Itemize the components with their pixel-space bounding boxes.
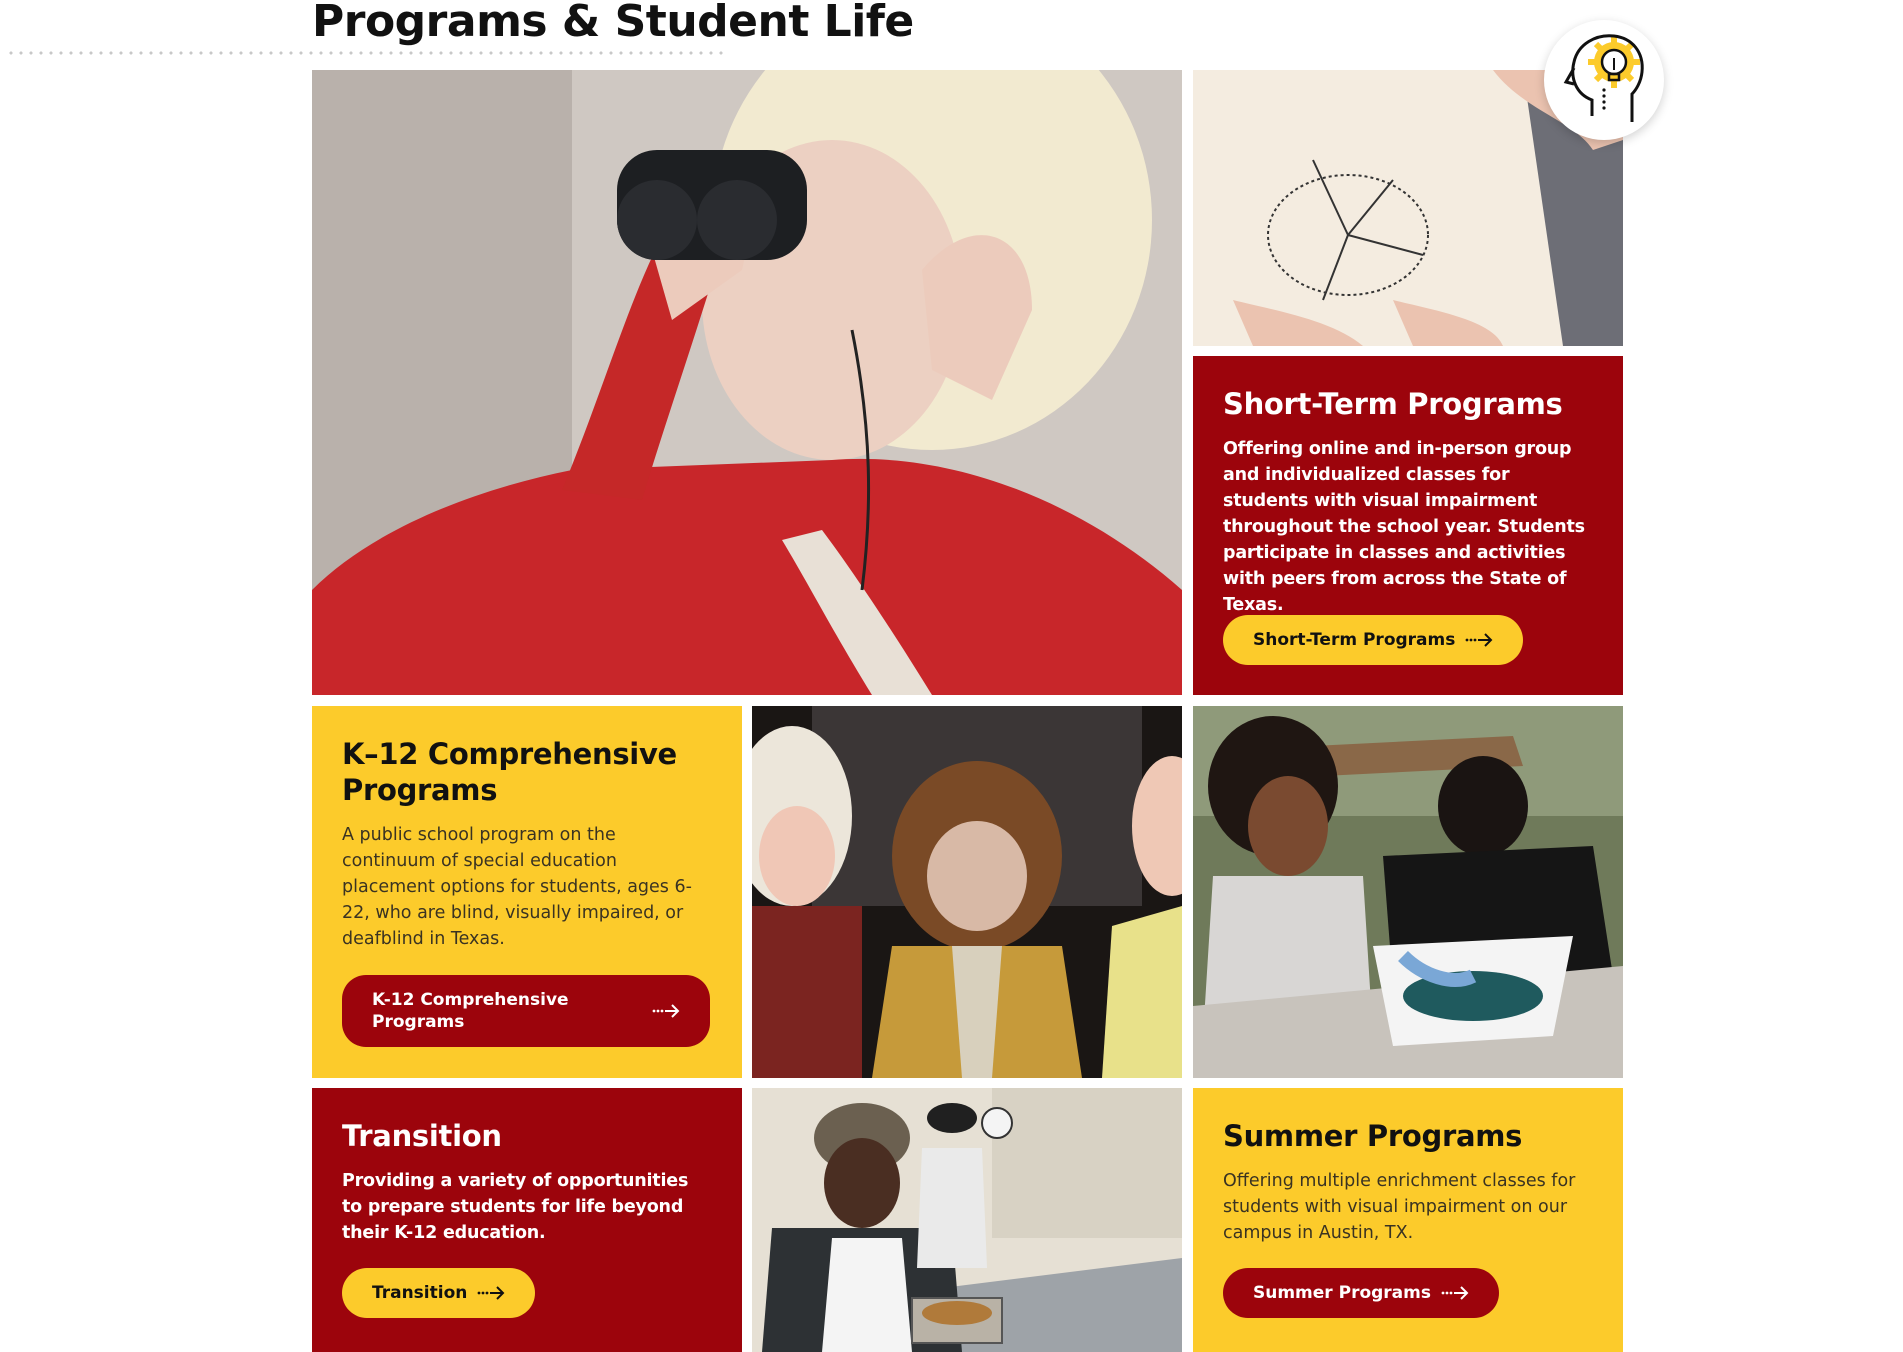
photo-theater-performance [752, 706, 1182, 1078]
dotted-arrow-right-icon [477, 1285, 505, 1301]
card-description: A public school program on the continuum of special education placement options for students, ages 6-22, who are blind, visually impaired, or deafblind in Texas. [342, 825, 692, 949]
card-description: Offering online and in-person group and individualized classes for students with visual impairment throughout the school year. Students participate in classes and activities with peers from across the State of Texas. [1223, 439, 1585, 615]
card-title: Transition [342, 1119, 502, 1153]
head-lightbulb-gear-icon [1562, 30, 1646, 130]
short-term-programs-button[interactable] [1223, 615, 1523, 665]
button-label: K-12 Comprehensive Programs [372, 990, 569, 1032]
card-title: K–12 Comprehensive Programs [342, 737, 677, 807]
card-description: Providing a variety of opportunities to prepare students for life beyond their K-12 education. [342, 1171, 689, 1243]
card-transition [312, 1088, 742, 1352]
card-short-term-programs [1193, 356, 1623, 695]
card-title: Short-Term Programs [1223, 387, 1563, 421]
head-lightbulb-gear-badge [1544, 20, 1664, 140]
photo-tie-dye-activity [1193, 706, 1623, 1078]
photo-child-binoculars [312, 70, 1182, 695]
card-title: Summer Programs [1223, 1119, 1523, 1153]
button-label: Summer Programs [1253, 1283, 1431, 1303]
transition-button[interactable] [342, 1268, 535, 1318]
dotted-arrow-right-icon [652, 1003, 680, 1019]
k12-programs-button[interactable] [342, 975, 710, 1047]
dotted-divider [6, 51, 726, 55]
button-label: Short-Term Programs [1253, 630, 1456, 650]
summer-programs-button[interactable] [1223, 1268, 1499, 1318]
dotted-arrow-right-icon [1441, 1285, 1469, 1301]
card-description: Offering multiple enrichment classes for students with visual impairment on our campus in Austin, TX. [1223, 1171, 1576, 1243]
button-label: Transition [372, 1283, 468, 1303]
card-k12-programs [312, 706, 742, 1078]
section-title: Programs & Student Life [312, 0, 914, 47]
photo-culinary-class [752, 1088, 1182, 1352]
card-summer-programs [1193, 1088, 1623, 1352]
dotted-arrow-right-icon [1465, 632, 1493, 648]
